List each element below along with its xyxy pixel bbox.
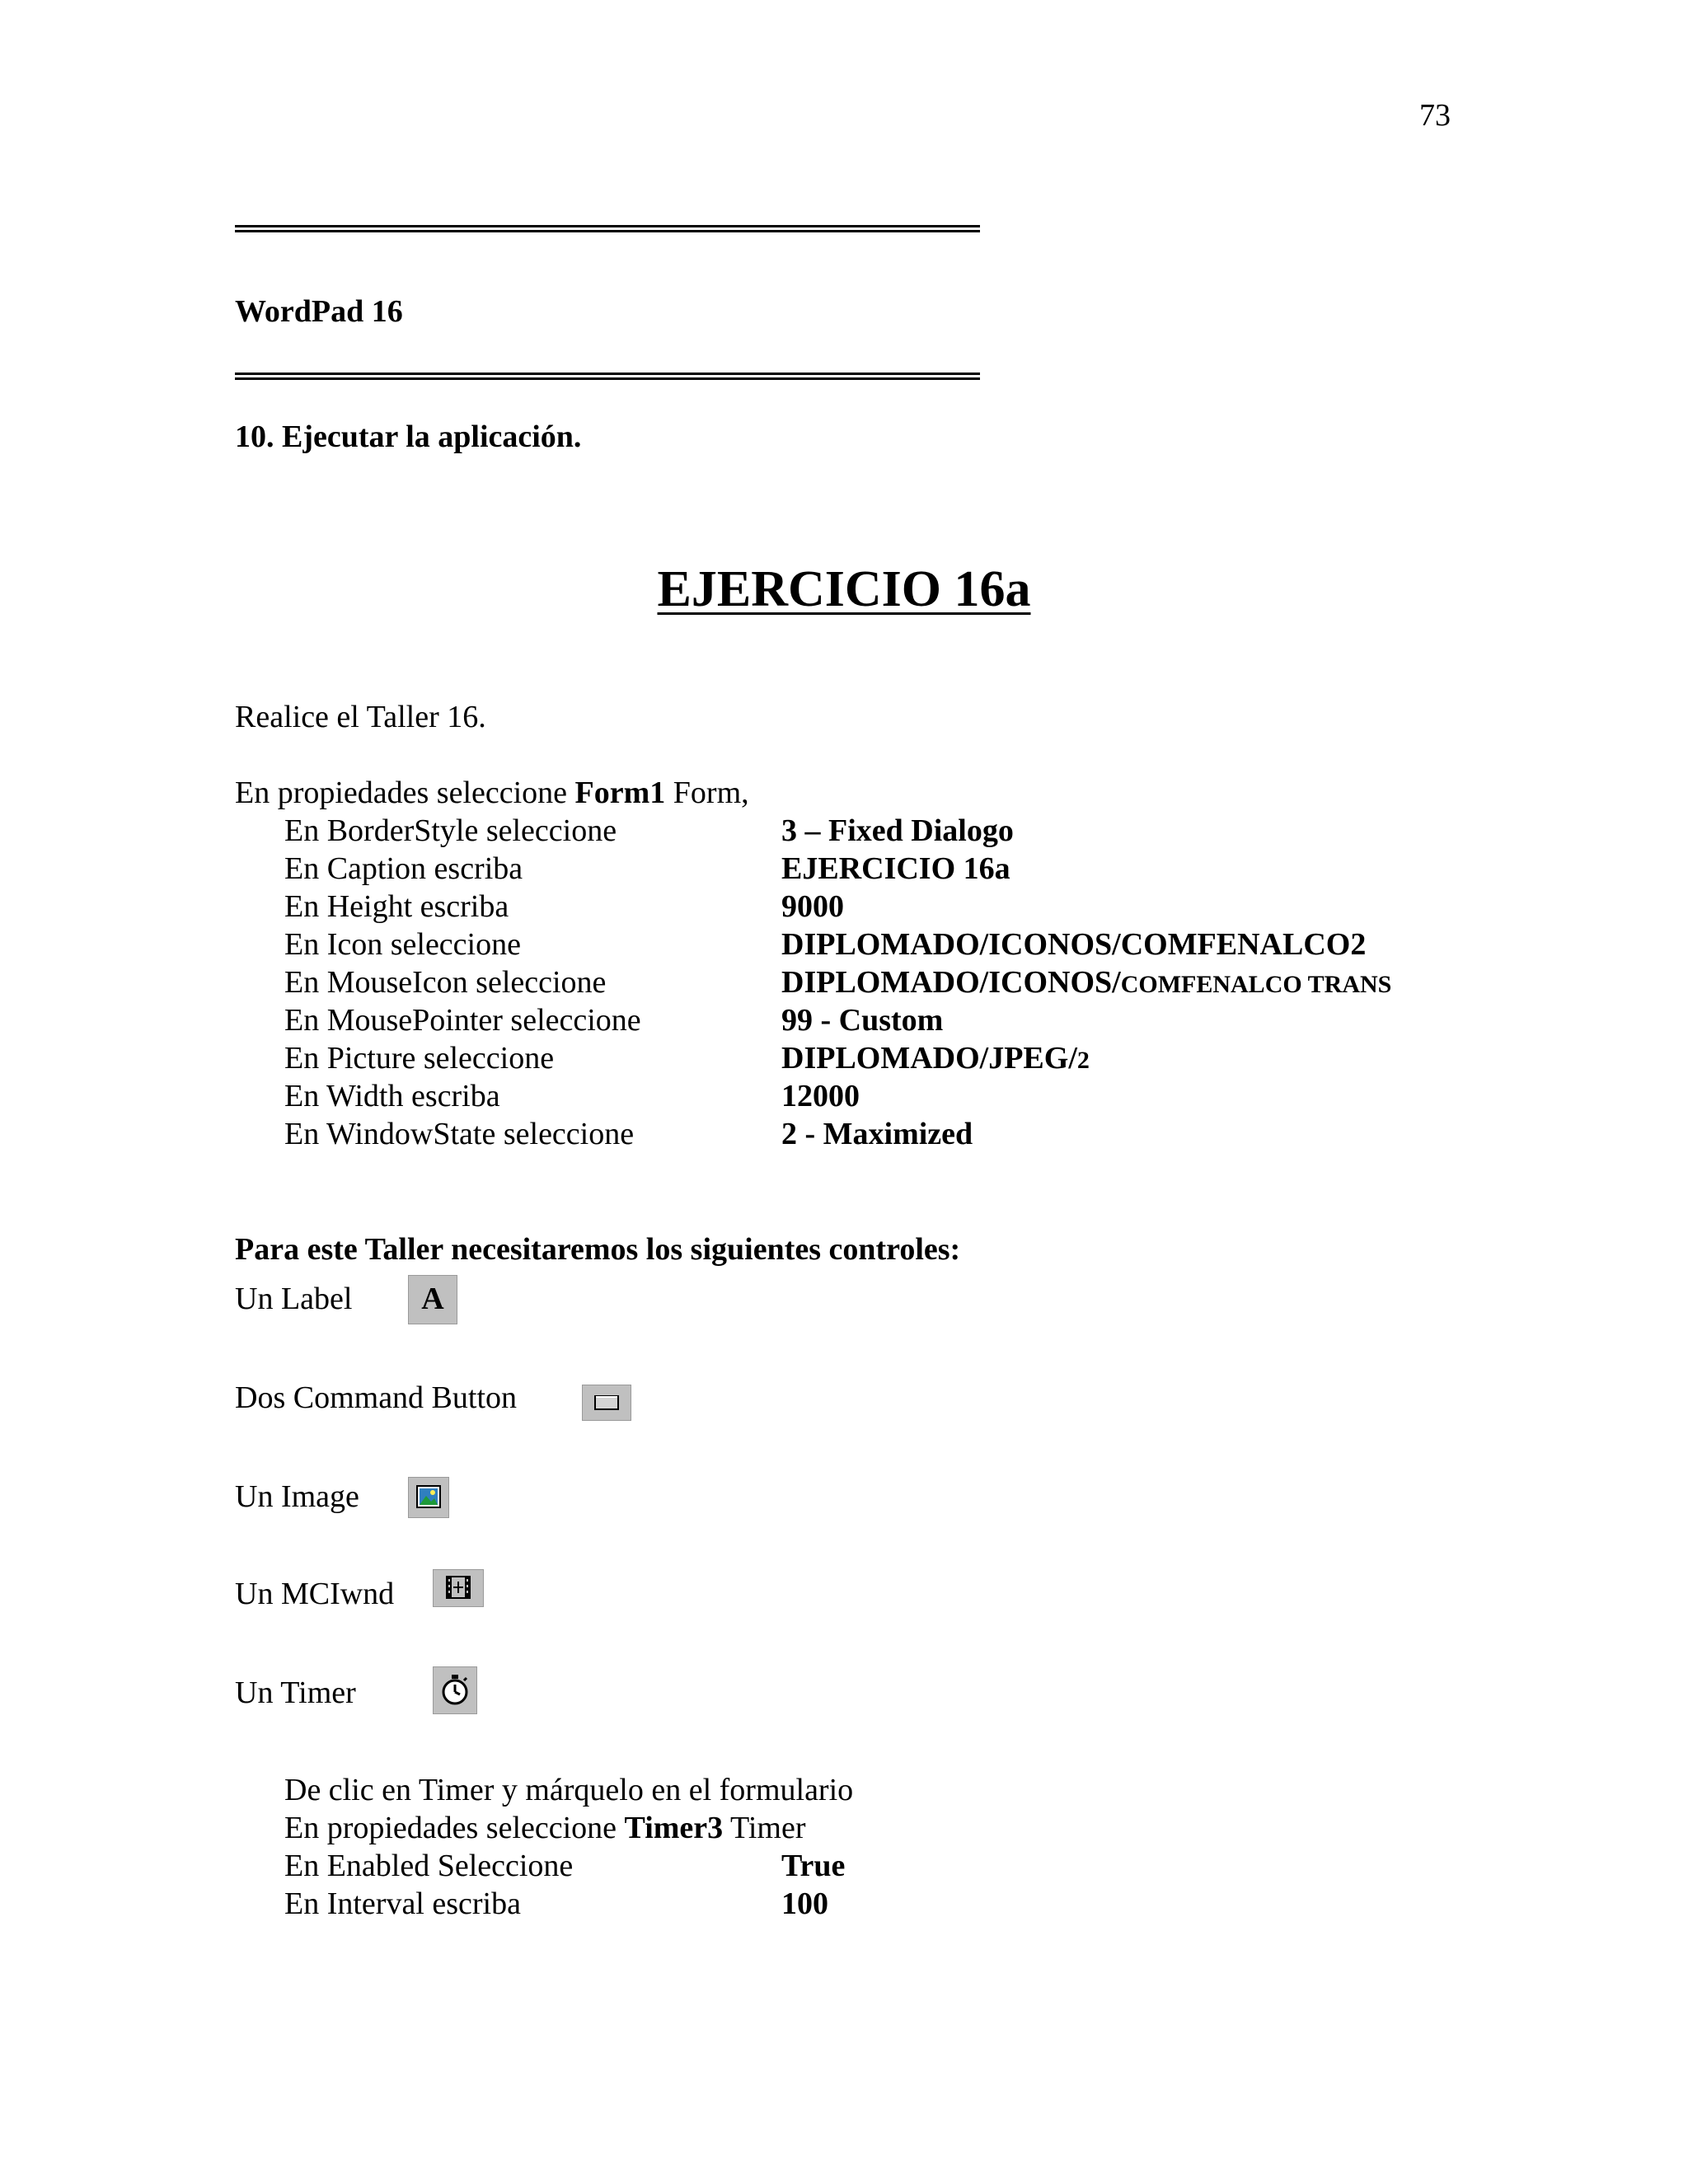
timer-property-label: En Interval escriba — [284, 1886, 521, 1921]
property-row — [284, 1116, 1521, 1154]
property-value: 99 - Custom — [781, 1003, 944, 1038]
property-label: En Picture seleccione — [284, 1041, 555, 1076]
timer-tool-icon — [433, 1666, 477, 1714]
property-row — [284, 1078, 1521, 1116]
step-instruction: 10. Ejecutar la aplicación. — [235, 419, 582, 454]
property-row — [284, 926, 1521, 964]
property-label: En Icon seleccione — [284, 927, 521, 962]
property-value: 12000 — [781, 1079, 860, 1113]
property-row — [284, 851, 1521, 888]
property-label: En Height escriba — [284, 889, 509, 924]
timer-property-value: True — [781, 1849, 846, 1883]
section-title: WordPad 16 — [235, 294, 403, 329]
controls-title: Para este Taller necesitaremos los siguientes controles: — [235, 1232, 961, 1267]
property-value — [781, 964, 1391, 1001]
property-value-main: DIPLOMADO/ICONOS/ — [781, 965, 1121, 1000]
property-label: En BorderStyle seleccione — [284, 813, 617, 848]
property-row — [284, 888, 1521, 926]
property-row — [284, 964, 1521, 1002]
property-value: 2 - Maximized — [781, 1117, 973, 1151]
timer-lead-suffix: Timer — [723, 1811, 806, 1845]
property-value: 3 – Fixed Dialogo — [781, 813, 1014, 848]
timer-properties-lead — [284, 1810, 805, 1846]
label-tool-icon — [408, 1275, 457, 1324]
timer-property-label: En Enabled Seleccione — [284, 1849, 574, 1883]
property-row — [284, 1002, 1521, 1040]
property-value-small: COMFENALCO TRANS — [1120, 971, 1392, 998]
command-button-tool-icon — [582, 1385, 631, 1421]
control-label-mciwnd: Un MCIwnd — [235, 1577, 395, 1611]
intro-text: Realice el Taller 16. — [235, 700, 486, 734]
property-label: En WindowState seleccione — [284, 1117, 635, 1151]
property-value: DIPLOMADO/ICONOS/COMFENALCO2 — [781, 927, 1367, 962]
property-row — [284, 813, 1521, 851]
lead-prefix: En propiedades seleccione — [235, 776, 575, 810]
control-label-timer: Un Timer — [235, 1675, 356, 1710]
bottom-double-rule — [235, 373, 980, 380]
property-value-small: 2 — [1076, 1047, 1090, 1074]
control-label-command-button: Dos Command Button — [235, 1380, 518, 1415]
property-label: En Caption escriba — [284, 851, 523, 886]
property-label: En MousePointer seleccione — [284, 1003, 641, 1038]
property-row — [284, 1040, 1521, 1078]
timer-instruction: De clic en Timer y márquelo en el formulario — [284, 1773, 854, 1807]
property-label: En MouseIcon seleccione — [284, 965, 607, 1000]
image-tool-icon — [408, 1477, 449, 1518]
top-double-rule — [235, 225, 980, 232]
property-value: 9000 — [781, 889, 844, 924]
lead-suffix: Form, — [665, 776, 749, 810]
label-tool-glyph: A — [421, 1282, 444, 1316]
timer-lead-object: Timer3 — [624, 1811, 724, 1845]
lead-object: Form1 — [574, 776, 666, 810]
timer-property-value: 100 — [781, 1886, 828, 1921]
timer-lead-prefix: En propiedades seleccione — [284, 1811, 625, 1845]
control-label-image: Un Image — [235, 1479, 359, 1514]
page-number: 73 — [1419, 98, 1451, 133]
exercise-title: EJERCICIO 16a — [657, 561, 1031, 617]
property-label: En Width escriba — [284, 1079, 500, 1113]
property-value — [781, 1040, 1090, 1076]
form-properties-lead — [235, 775, 749, 811]
control-label-label: Un Label — [235, 1282, 353, 1316]
property-value: EJERCICIO 16a — [781, 851, 1010, 886]
property-value-main: DIPLOMADO/JPEG/ — [781, 1041, 1077, 1076]
mciwnd-tool-icon — [433, 1569, 484, 1607]
